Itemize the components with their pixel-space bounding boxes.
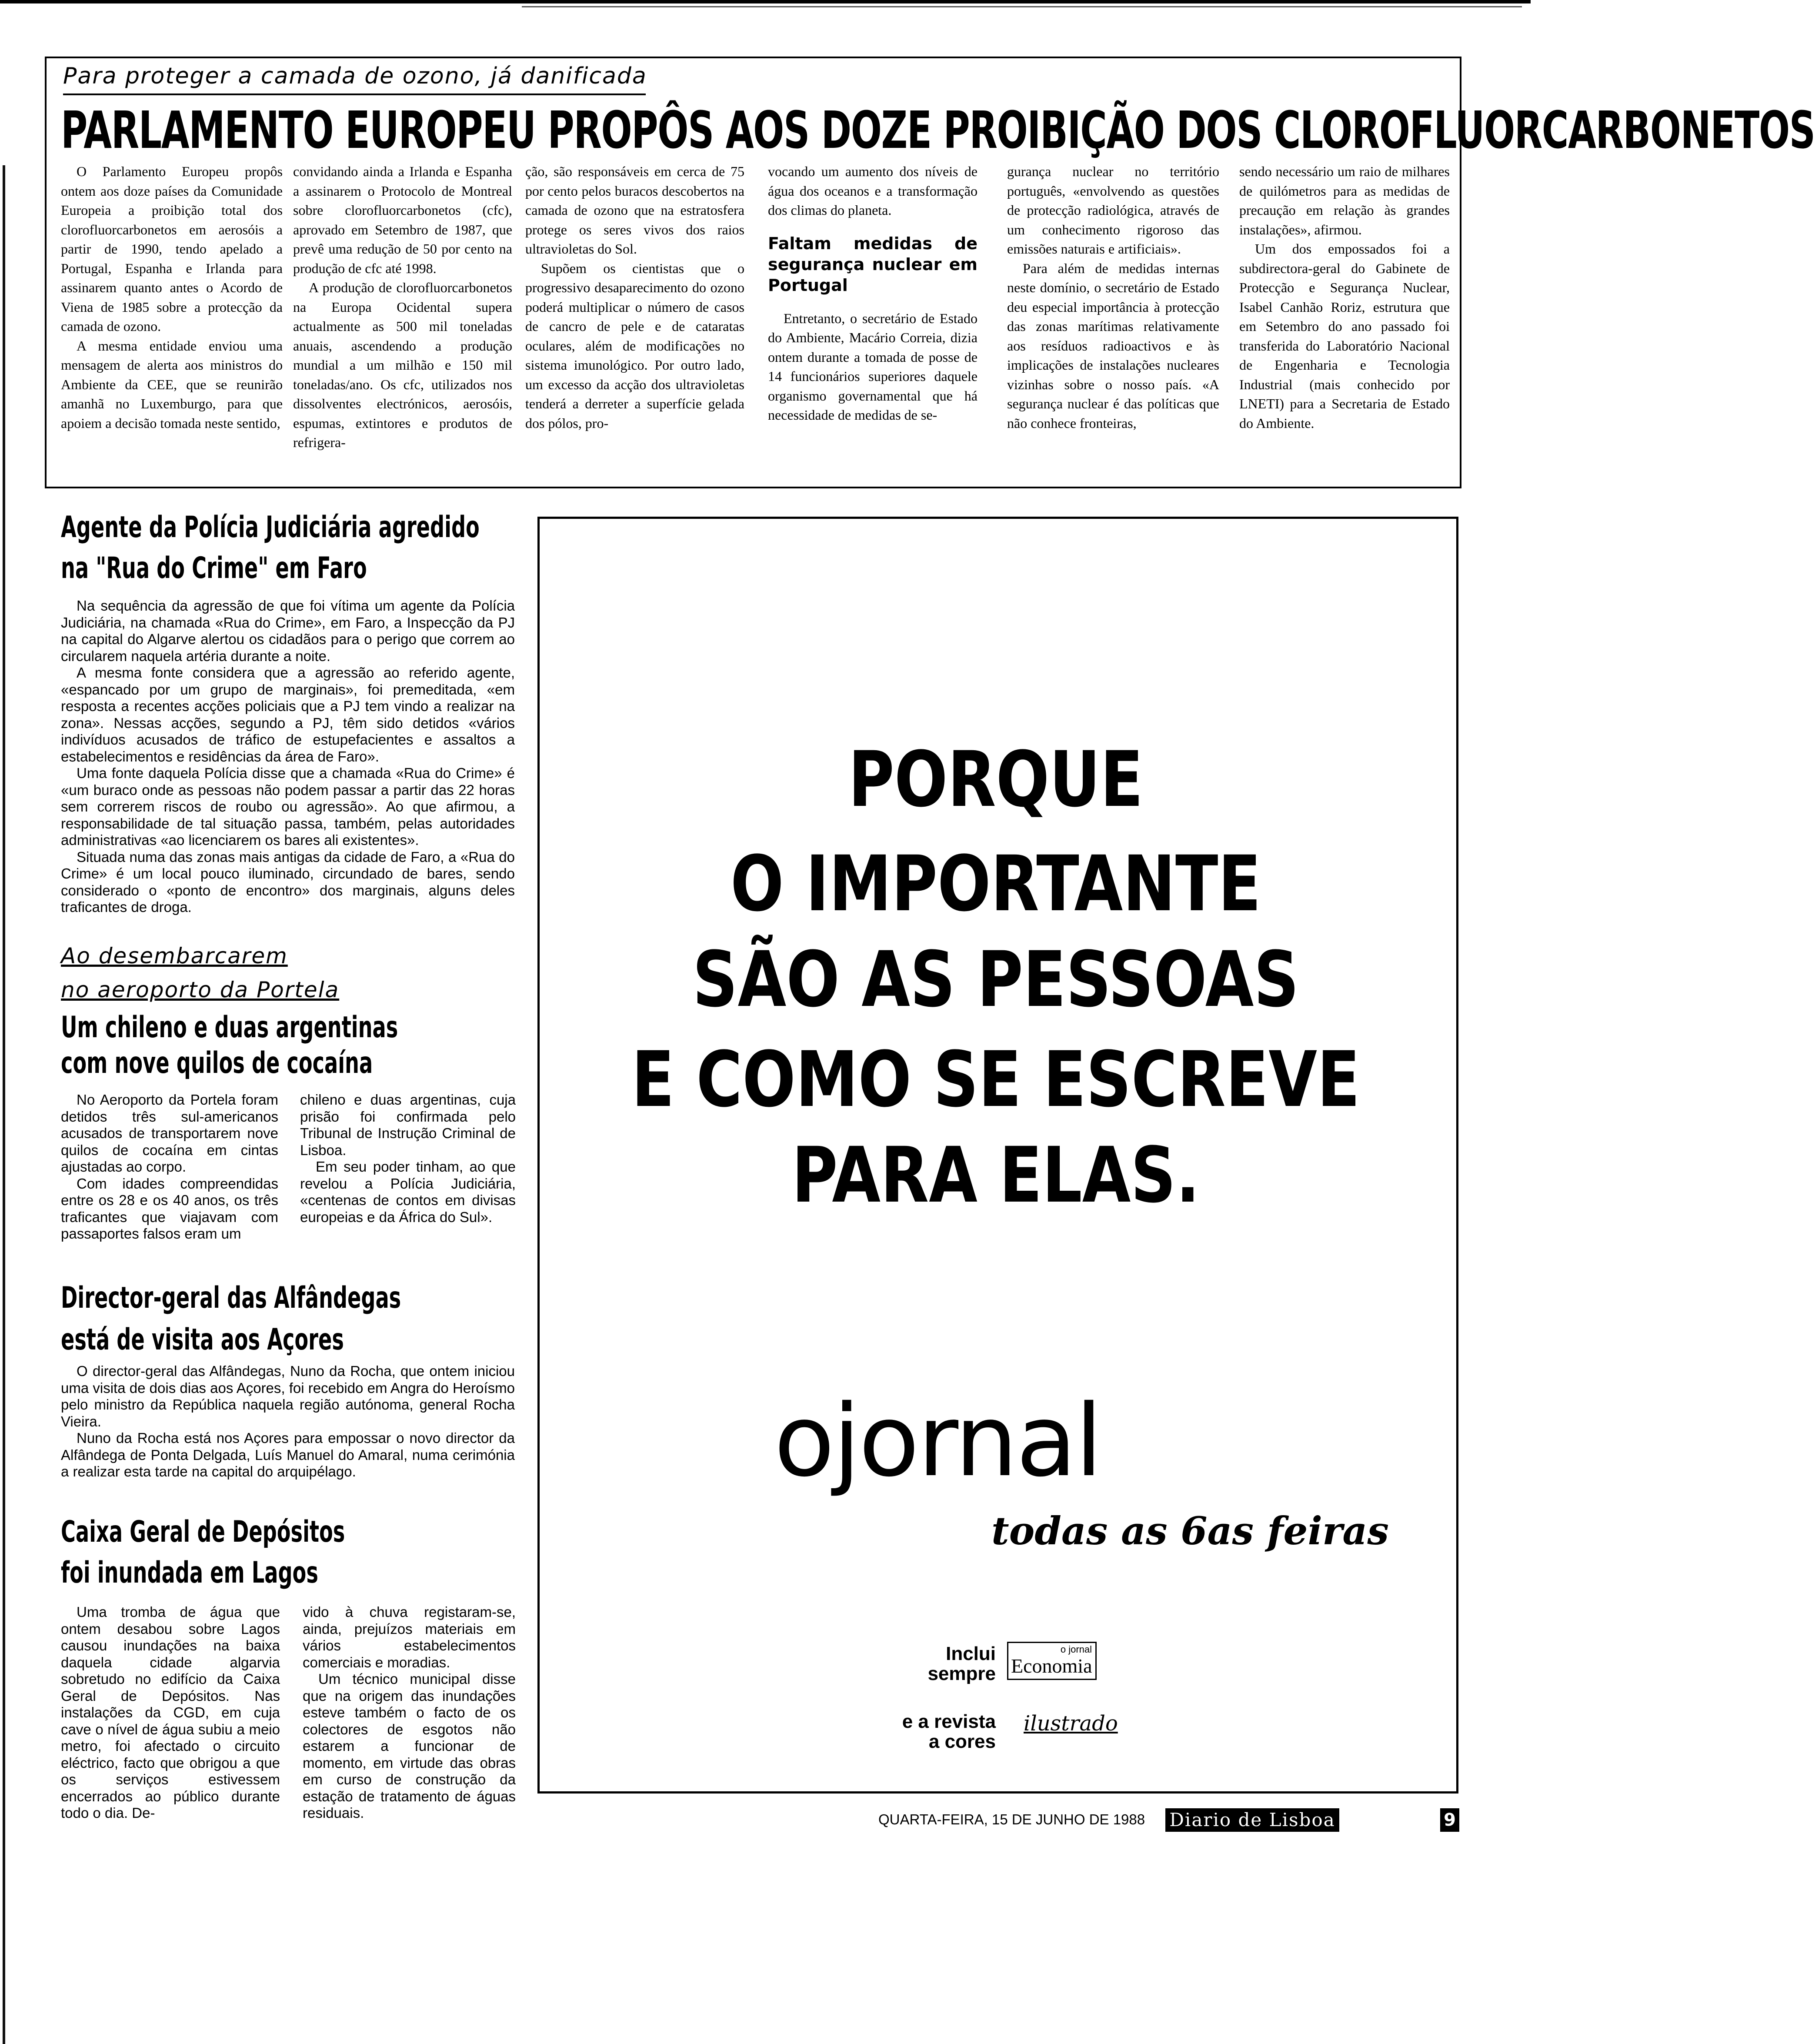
paragraph: Supõem os cientistas que o progressivo desaparecimento do ozono poderá multiplicar o número de casos de cancro de pele e de cataratas oculares, além de modificações no sistema imunológico. Por outro lado, um excesso da acção dos ultravioletas tenderá a derreter a superfície gelada dos pólos, pro-: [525, 260, 744, 431]
pj-title-line1: Agente da Polícia Judiciária agredido: [61, 510, 480, 544]
ad-line-3: SÃO AS PESSOAS: [692, 935, 1299, 1024]
customs-title-line2: está de visita aos Açores: [61, 1323, 344, 1357]
page-number: 9: [1440, 1808, 1459, 1832]
cocaine-title-line1: Um chileno e duas argentinas: [61, 1010, 398, 1045]
lead-column-4: [768, 162, 978, 425]
flood-column-2: [303, 1604, 516, 1822]
paragraph: Com idades compreendidas entre os 28 e os 40 anos, os três traficantes que viajavam com passaportes falsos eram um: [61, 1175, 278, 1242]
cocaine-kicker-line2: no aeroporto da Portela: [61, 977, 340, 1002]
cocaine-title-line2: com nove quilos de cocaína: [61, 1046, 373, 1080]
economia-logo-name: Economia: [1011, 1655, 1092, 1677]
ad-revista-line1: e a revista: [902, 1711, 996, 1732]
left-margin-rule: [3, 165, 5, 2044]
paragraph: vido à chuva registaram-se, ainda, prejuízos materiais em vários estabelecimentos comerciais e moradias.: [303, 1604, 516, 1670]
flood-column-1: [61, 1604, 280, 1822]
ad-line-1: PORQUE: [848, 735, 1144, 824]
paragraph: vocando um aumento dos níveis de água dos oceanos e a transformação dos climas do planeta.: [768, 164, 978, 218]
ojornal-logo: ojornal: [774, 1383, 1101, 1499]
lead-column-1: [61, 162, 283, 433]
paragraph: Nuno da Rocha está nos Açores para empossar o novo director da Alfândega de Ponta Delgada, Luís Manuel do Amaral, numa cerimónia a realizar esta tarde na capital do arquipélago.: [61, 1430, 515, 1480]
top-border-rule: [0, 0, 1531, 3]
paragraph: Um técnico municipal disse que na origem das inundações esteve também o facto de os colectores de esgotos não estarem a funcionar de momento, em virtude das obras em curso de construção da estação de tratamento de águas residuais.: [303, 1671, 516, 1821]
paragraph: Para além de medidas internas neste domínio, o secretário de Estado deu especial importância à protecção das zonas marítimas relativamente aos resíduos radioactivos e às implicações de instalações nucleares vizinhas sobre o nosso país. «A segurança nuclear é das políticas que não conhece fronteiras,: [1007, 260, 1219, 431]
lead-column-2: [293, 162, 512, 452]
paragraph: Um dos empossados foi a subdirectora-geral do Gabinete de Protecção e Segurança Nuclear, Isabel Canhão Roriz, estrutura que em Setembro do ano passado foi transferida do Laboratório Nacional de Engenharia e Tecnologia Industrial (mais conhecido por LNETI) para a Secretaria de Estado do Ambiente.: [1239, 241, 1450, 431]
paragraph: A mesma entidade enviou uma mensagem de alerta aos ministros do Ambiente da CEE, que se reunirão amanhã no Luxemburgo, para que apoiem a decisão tomada neste sentido,: [61, 337, 283, 431]
paragraph: gurança nuclear no território português, «envolvendo as questões de protecção radiológica, através de um conhecimento rigoroso das emissões naturais e artificiais».: [1007, 164, 1219, 257]
lead-column-3: [525, 162, 744, 433]
paragraph: Em seu poder tinham, ao que revelou a Polícia Judiciária, «centenas de contos em divisas europeias e da África do Sul».: [300, 1159, 516, 1225]
lead-headline: PARLAMENTO EUROPEU PROPÔS AOS DOZE PROIBIÇÃO DOS CLOROFLUORCARBONETOS: [61, 100, 1815, 160]
paragraph: Uma tromba de água que ontem desabou sobre Lagos causou inundações na baixa daquela cidade algarvia sobretudo no edifício da Caixa Geral de Depósitos. Nas instalações da CGD, em cuja cave o nível de água subiu a meio metro, foi afectado o circuito eléctrico, facto que obrigou a que os serviços estivessem encerrados ao público durante todo o dia. De-: [61, 1604, 280, 1821]
ad-revista-line2: a cores: [928, 1731, 996, 1752]
customs-title-line1: Director-geral das Alfândegas: [61, 1281, 401, 1315]
paragraph: sendo necessário um raio de milhares de quilómetros para as medidas de precaução em relação às grandes instalações», afirmou.: [1239, 164, 1450, 237]
ad-line-5: PARA ELAS.: [791, 1131, 1200, 1220]
ad-line-2: O IMPORTANTE: [730, 839, 1261, 928]
lead-column-6: [1239, 162, 1450, 433]
lead-column-5: [1007, 162, 1219, 433]
paragraph: convidando ainda a Irlanda e Espanha a assinarem o Protocolo de Montreal sobre clorofluorcarbonetos (cfc), aprovado em Setembro de 1987, que prevê uma redução de 50 por cento na produção de cfc até 1998.: [293, 164, 512, 276]
lead-kicker: Para proteger a camada de ozono, já danificada: [63, 63, 647, 89]
lead-subheading: Faltam medidas de segurança nuclear em Portugal: [768, 234, 978, 295]
cocaine-kicker-line1: Ao desembarcarem: [61, 943, 288, 969]
flood-title-line1: Caixa Geral de Depósitos: [61, 1515, 345, 1549]
ilustrado-logo: ilustrado: [1024, 1711, 1118, 1736]
paragraph: Entretanto, o secretário de Estado do Ambiente, Macário Correia, dizia ontem durante a tomada de posse de 14 funcionários superiores daquele organismo governamental que há necessidade de medidas de se-: [768, 310, 978, 423]
lead-kicker-underline: [63, 94, 646, 95]
ad-line-4: E COMO SE ESCREVE: [631, 1035, 1360, 1124]
paragraph: Situada numa das zonas mais antigas da cidade de Faro, a «Rua do Crime» é um local pouco iluminado, circundado de bares, sendo considerado o «ponto de encontro» dos marginais, alguns deles traficantes de droga.: [61, 848, 515, 915]
paragraph: O director-geral das Alfândegas, Nuno da Rocha, que ontem iniciou uma visita de dois dias aos Açores, foi recebido em Angra do Heroísmo pelo ministro da República naquela região autónoma, general Rocha Vieira.: [61, 1363, 515, 1429]
paragraph: Uma fonte daquela Polícia disse que a chamada «Rua do Crime» é «um buraco onde as pessoas não podem passar a partir das 22 horas sem correrem riscos de roubo ou agressão». Ao que afirmou, a responsabilidade de tal situação passa, também, pelas autoridades administrativas «ao licenciarem os bares ali existentes».: [61, 765, 515, 848]
ad-tagline: todas as 6as feiras: [991, 1508, 1389, 1553]
cocaine-column-2: [300, 1092, 516, 1226]
footer-date: QUARTA-FEIRA, 15 DE JUNHO DE 1988: [878, 1811, 1145, 1827]
pj-title-line2: na "Rua do Crime" em Faro: [61, 551, 367, 585]
paragraph: ção, são responsáveis em cerca de 75 por cento pelos buracos descobertos na camada de ozono que na estratosfera protege os seres vivos dos raios ultravioletas do Sol.: [525, 164, 744, 257]
customs-body: [61, 1363, 515, 1480]
paragraph: chileno e duas argentinas, cuja prisão foi confirmada pelo Tribunal de Instrução Criminal de Lisboa.: [300, 1092, 516, 1158]
cocaine-column-1: [61, 1092, 278, 1242]
paragraph: A mesma fonte considera que a agressão ao referido agente, «espancado por um grupo de marginais», foi premeditada, «em resposta a recentes acções policiais que a PJ tem vindo a realizar na zona». Nessas acções, segundo a PJ, têm sido detidos «vários indivíduos acusados de tráfico de estupefacientes e assaltos a estabelecimentos e residências da área de Faro».: [61, 665, 515, 765]
paragraph: O Parlamento Europeu propôs ontem aos doze países da Comunidade Europeia a proibição total dos clorofluorcarbonetos em aerosóis a partir de 1990, tendo apelado a Portugal, Espanha e Irlanda para assinarem quanto antes o Acordo de Viena de 1985 sobre a protecção da camada de ozono.: [61, 164, 283, 334]
paragraph: No Aeroporto da Portela foram detidos três sul-americanos acusados de transportarem nove quilos de cocaína em cintas ajustadas ao corpo.: [61, 1092, 278, 1175]
paragraph: A produção de clorofluorcarbonetos na Europa Ocidental supera actualmente as 500 mil toneladas anuais, ascendendo a produção mundial a um milhão e 150 mil toneladas/ano. Os cfc, utilizados nos dissolventes electrónicos, aerosóis, espumas, extintores e produtos de refrigera-: [293, 280, 512, 450]
ad-inclui-line2: sempre: [928, 1663, 996, 1684]
pj-body: [61, 598, 515, 916]
ad-inclui-line1: Inclui: [946, 1643, 996, 1664]
top-border-rule-thin: [522, 6, 1522, 7]
footer-newspaper-name: Diario de Lisboa: [1165, 1808, 1339, 1832]
economia-logo: [1007, 1642, 1097, 1680]
flood-title-line2: foi inundada em Lagos: [61, 1556, 318, 1590]
economia-logo-small: o jornal: [1060, 1644, 1092, 1655]
paragraph: Na sequência da agressão de que foi vítima um agente da Polícia Judiciária, na chamada «Rua do Crime», em Faro, a Inspecção da PJ na capital do Algarve alertou os cidadãos para o perigo que correm ao circularem naquela artéria durante a noite.: [61, 598, 515, 664]
